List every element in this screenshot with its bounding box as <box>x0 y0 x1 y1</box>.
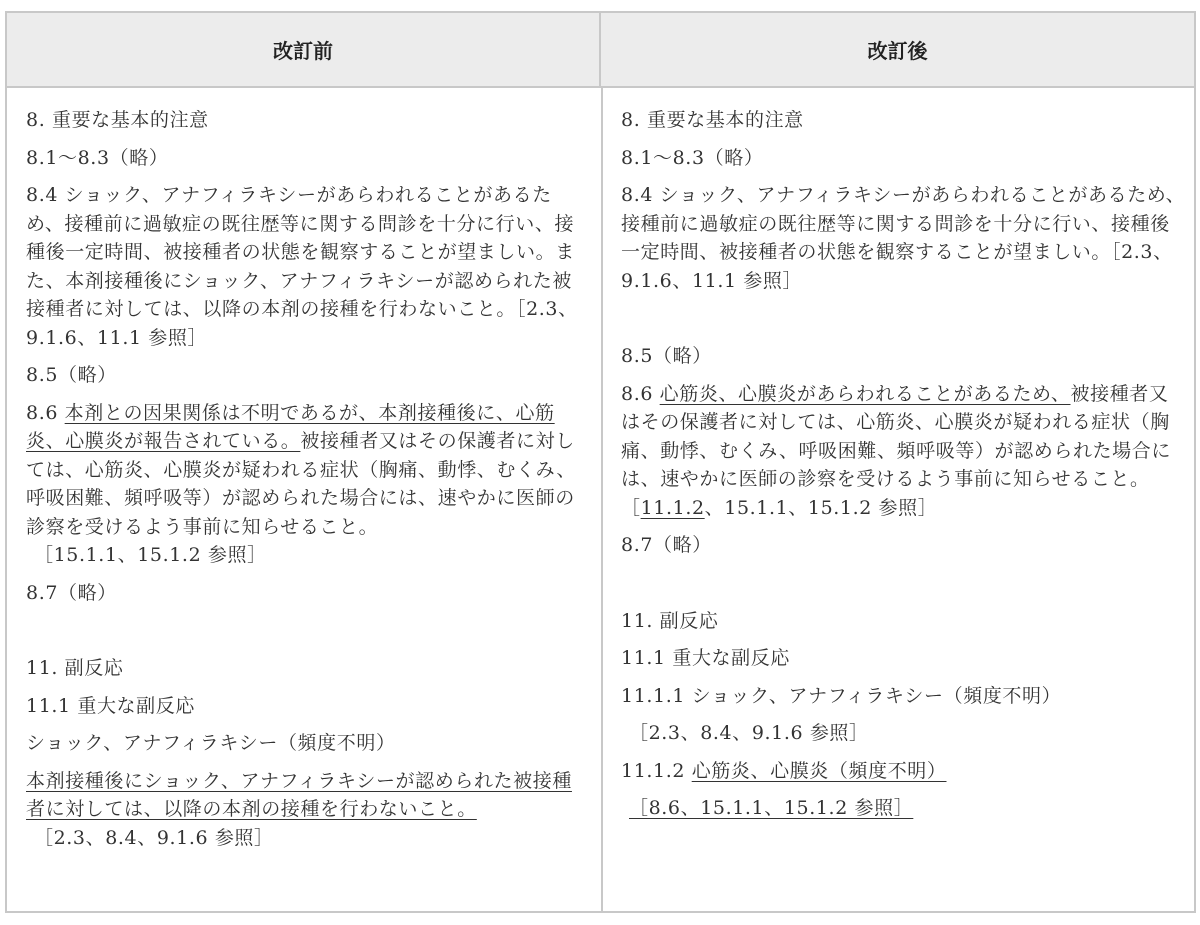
after-column <box>621 88 1187 823</box>
before-section-8-title: 8. 重要な基本的注意 <box>26 109 209 131</box>
after-8-6-underlined-text: 心筋炎、心膜炎があらわれることがあるため、 <box>659 382 1071 405</box>
before-shock-reference: ［2.3、8.4、9.1.6 参照］ <box>34 826 274 849</box>
before-section-11-1: 11.1 重大な副反応 <box>26 694 195 717</box>
before-8-6-underlined-text: 本剤との因果関係は不明であるが、本剤接種後に、心筋炎、心膜炎が報告されている。 <box>26 401 555 452</box>
after-section-8-5: 8.5（略） <box>621 345 712 367</box>
after-section-11-1-1-reference <box>621 719 1187 748</box>
after-section-8-7: 8.7（略） <box>621 534 712 556</box>
after-section-11-1-1: 11.1.1 ショック、アナフィラキシー（頻度不明） <box>621 684 1062 707</box>
column-divider <box>601 88 603 911</box>
before-shock-note-underlined: 本剤接種後にショック、アナフィラキシーが認められた被接種者に対しては、以降の本剤の接種を行わないこと。 <box>26 769 572 820</box>
before-8-6-reference: ［15.1.1、15.1.2 参照］ <box>34 544 267 566</box>
after-8-6-reference: 、15.1.1、15.1.2 参照］ <box>704 496 938 519</box>
before-8-6-number: 8.6 <box>26 401 65 424</box>
after-section-11-1: 11.1 重大な副反応 <box>621 647 790 669</box>
header-before-label: 改訂前 <box>273 39 333 63</box>
before-section-8-1-3: 8.1～8.3（略） <box>26 146 169 169</box>
after-8-6-number: 8.6 <box>621 382 660 405</box>
header-after-label: 改訂後 <box>867 39 928 63</box>
after-11-1-2-number: 11.1.2 <box>621 759 692 782</box>
after-11-1-2-text: 心筋炎、心膜炎（頻度不明） <box>691 759 947 782</box>
before-column <box>26 88 588 852</box>
after-section-11-1-2-reference <box>621 794 1187 823</box>
after-section-8-title: 8. 重要な基本的注意 <box>621 109 804 131</box>
after-section-8-1-3: 8.1～8.3（略） <box>621 146 764 169</box>
before-section-11-title: 11. 副反応 <box>26 657 124 679</box>
after-section-11-title: 11. 副反応 <box>621 609 719 632</box>
before-shock-note <box>26 767 588 853</box>
header-before <box>7 13 601 88</box>
before-section-8-4: 8.4 ショック、アナフィラキシーがあらわれることがあるため、接種前に過敏症の既往歴等に関する問診を十分に行い、接種後一定時間、被接種者の状態を観察することが望ましい。また、本剤接種後にショック、アナフィラキシーが認められた被接種者に対しては、以降の本剤の接種を行わないこと。［2.3、9.1.6、11.1 参照］ <box>26 184 578 349</box>
after-8-6-reference-underlined: 11.1.2 <box>640 496 705 519</box>
before-shock-heading: ショック、アナフィラキシー（頻度不明） <box>26 732 396 754</box>
before-section-8-7: 8.7（略） <box>26 581 117 604</box>
after-section-8-6 <box>621 380 1187 523</box>
before-8-6-text: 被接種者又はその保護者に対しては、心筋炎、心膜炎が疑われる症状（胸痛、動悸、むくみ、呼吸困難、頻呼吸等）が認められた場合には、速やかに医師の診察を受けるよう事前に知らせること。 <box>26 430 576 538</box>
after-8-6-text: 被接種者又はその保護者に対しては、心筋炎、心膜炎が疑われる症状（胸痛、動悸、むくみ、呼吸困難、頻呼吸等）が認められた場合には、速やかに医師の診察を受けるよう事前に知らせること。［ <box>621 382 1171 519</box>
header-after <box>601 13 1194 88</box>
revision-comparison-table <box>5 11 1196 913</box>
before-section-8-5: 8.5（略） <box>26 364 117 386</box>
before-section-8-6 <box>26 399 588 570</box>
after-11-1-2-reference: ［8.6、15.1.1、15.1.2 参照］ <box>629 797 914 819</box>
after-section-11-1-2 <box>621 757 1187 786</box>
after-section-8-4: 8.4 ショック、アナフィラキシーがあらわれることがあるため、接種前に過敏症の既往歴等に関する問診を十分に行い、接種後一定時間、被接種者の状態を観察することが望ましい。［2.3、9.1.6、11.1 参照］ <box>621 184 1186 292</box>
after-11-1-1-reference: ［2.3、8.4、9.1.6 参照］ <box>629 722 869 744</box>
